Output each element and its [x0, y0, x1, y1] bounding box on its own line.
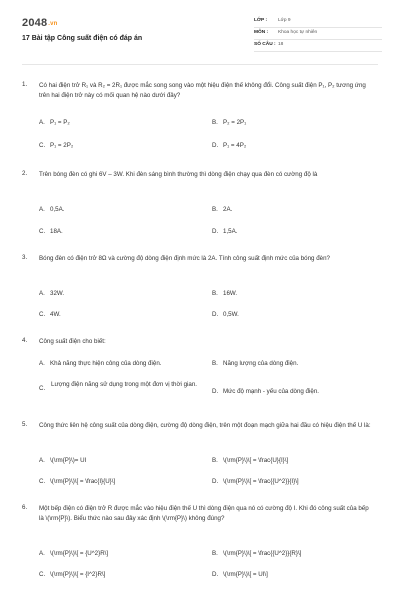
option-c[interactable]	[39, 228, 63, 235]
question-number: 5.	[22, 421, 28, 428]
option-c[interactable]	[39, 380, 211, 392]
option-text: Lượng điện năng sử dụng trong một đơn vị thời gian.	[51, 381, 198, 388]
option-letter: C.	[39, 478, 46, 485]
option-d[interactable]	[212, 228, 237, 235]
option-letter: C.	[39, 311, 46, 318]
option-text: \(\rm{P}\)\[ = {I^2}R\]	[50, 571, 106, 578]
question-text: Trên bóng đèn có ghi 6V – 3W. Khi đèn sáng bình thường thì dòng điện chạy qua đèn có cường độ là	[39, 171, 318, 178]
option-text: Năng lượng của dòng điện.	[223, 360, 299, 367]
option-text: \(\rm{P}\)\[ = UI\]	[223, 571, 268, 578]
option-letter: B.	[212, 457, 218, 464]
question-text: Có hai điện trở R₁ và R₂ = 2R₁ được mắc song song vào một hiệu điện thế không đổi. Công suất điện P₁, P₂ tương ứng trên hai điện trở này có mối quan hệ nào dưới đây?	[39, 82, 366, 99]
option-d[interactable]	[212, 142, 246, 149]
option-a[interactable]	[39, 550, 108, 557]
question-5	[22, 421, 378, 491]
question-text: Bóng đèn có điện trở 8Ω và cường độ dòng điện định mức là 2A. Tính công suất định mức của bóng đèn?	[39, 255, 330, 262]
question-2	[22, 170, 378, 240]
meta-value: 18	[278, 42, 284, 47]
question-number: 4.	[22, 337, 28, 344]
question-text: Công suất điện cho biết:	[39, 338, 106, 345]
question-number: 1.	[22, 81, 28, 88]
option-letter: D.	[212, 388, 219, 395]
option-b[interactable]	[212, 360, 298, 367]
option-letter: B.	[212, 550, 218, 557]
option-b[interactable]	[212, 457, 288, 464]
header-divider	[22, 64, 378, 65]
option-a[interactable]	[39, 290, 64, 297]
question-number: 3.	[22, 254, 28, 261]
question-1	[22, 81, 378, 151]
option-text: \(\rm{P}\)\[ = \frac{{U^2}}{R}\]	[223, 550, 302, 557]
meta-row-class	[254, 16, 382, 28]
logo-tld: .vn	[48, 21, 58, 27]
option-text: P₂ = 2P₁	[223, 119, 247, 126]
option-text: \(\rm{P}\)\[ = \frac{{U^2}}{I}\]	[223, 478, 299, 485]
option-letter: D.	[212, 142, 219, 149]
option-text: 32W.	[50, 290, 65, 297]
option-text: P₁ = 2P₂	[50, 142, 74, 149]
question-6	[22, 504, 378, 589]
option-letter: A.	[39, 457, 45, 464]
option-letter: A.	[39, 360, 45, 367]
question-text: Công thức liên hệ công suất của dòng điện, cường độ dòng điện, trên một đoạn mạch giữa hai đầu có hiệu điện thế U là:	[39, 422, 371, 429]
page-title: 17 Bài tập Công suất điện có đáp án	[22, 35, 143, 42]
option-letter: A.	[39, 290, 45, 297]
option-b[interactable]	[212, 206, 232, 213]
meta-label: LỚP :	[254, 18, 268, 23]
option-letter: B.	[212, 290, 218, 297]
option-letter: C.	[39, 142, 46, 149]
option-letter: D.	[212, 571, 219, 578]
option-d[interactable]	[212, 478, 299, 485]
option-letter: B.	[212, 206, 218, 213]
option-letter: C.	[39, 571, 46, 578]
option-text: 18A.	[50, 228, 63, 235]
page-header	[22, 14, 382, 62]
option-letter: A.	[39, 550, 45, 557]
option-letter: C.	[39, 385, 46, 392]
option-text: \(\rm{P}\)= UI	[50, 457, 87, 464]
option-text: 0,5A.	[50, 206, 65, 213]
meta-label: MÔN :	[254, 30, 269, 35]
option-letter: A.	[39, 119, 45, 126]
meta-row-subject	[254, 28, 382, 40]
option-text: P₁ = 4P₂	[223, 142, 247, 149]
meta-row-count	[254, 40, 382, 52]
question-number: 6.	[22, 504, 28, 511]
site-logo[interactable]	[22, 17, 58, 29]
option-letter: B.	[212, 119, 218, 126]
option-text: 1,5A.	[223, 228, 238, 235]
question-4	[22, 337, 378, 412]
option-text: \(\rm{P}\)\[ = {U^2}R\]	[50, 550, 109, 557]
option-c[interactable]	[39, 571, 105, 578]
meta-value: Khoa học tự nhiên	[278, 30, 318, 35]
option-d[interactable]	[212, 571, 268, 578]
option-text: 2A.	[223, 206, 233, 213]
option-d[interactable]	[212, 388, 319, 395]
question-text: Một bếp điện có điện trở R được mắc vào hiệu điện thế U thì dòng điện qua nó có cường độ I. Khi đó công suất của bếp là \(\rm{P}\). Biểu thức nào sau đây xác định \(\rm{P}\) không đúng?	[39, 505, 369, 522]
option-b[interactable]	[212, 119, 246, 126]
question-3	[22, 254, 378, 324]
option-text: 0,5W.	[223, 311, 239, 318]
logo-text: 2048	[22, 17, 48, 29]
option-letter: D.	[212, 311, 219, 318]
meta-value: Lớp 9	[278, 18, 291, 23]
option-b[interactable]	[212, 290, 237, 297]
option-a[interactable]	[39, 360, 161, 367]
option-text: P₁ = P₂	[50, 119, 70, 126]
option-text: 4W.	[50, 311, 61, 318]
option-a[interactable]	[39, 457, 86, 464]
option-letter: A.	[39, 206, 45, 213]
option-letter: D.	[212, 228, 219, 235]
option-text: \(\rm{P}\)\[ = \frac{I}{U}\]	[50, 478, 116, 485]
option-text: Khả năng thực hiện công của dòng điện.	[50, 360, 162, 367]
option-a[interactable]	[39, 206, 64, 213]
option-letter: D.	[212, 478, 219, 485]
option-text: 16W.	[223, 290, 238, 297]
meta-label: SỐ CÂU :	[254, 42, 276, 47]
option-a[interactable]	[39, 119, 70, 126]
option-c[interactable]	[39, 478, 115, 485]
question-number: 2.	[22, 170, 28, 177]
option-b[interactable]	[212, 550, 301, 557]
meta-table	[254, 16, 382, 52]
option-text: \(\rm{P}\)\[ = \frac{U}{I}\]	[223, 457, 289, 464]
option-d[interactable]	[212, 311, 239, 318]
option-text: Mức độ mạnh - yếu của dòng điện.	[223, 388, 319, 395]
option-letter: B.	[212, 360, 218, 367]
option-c[interactable]	[39, 142, 73, 149]
option-c[interactable]	[39, 311, 61, 318]
option-letter: C.	[39, 228, 46, 235]
